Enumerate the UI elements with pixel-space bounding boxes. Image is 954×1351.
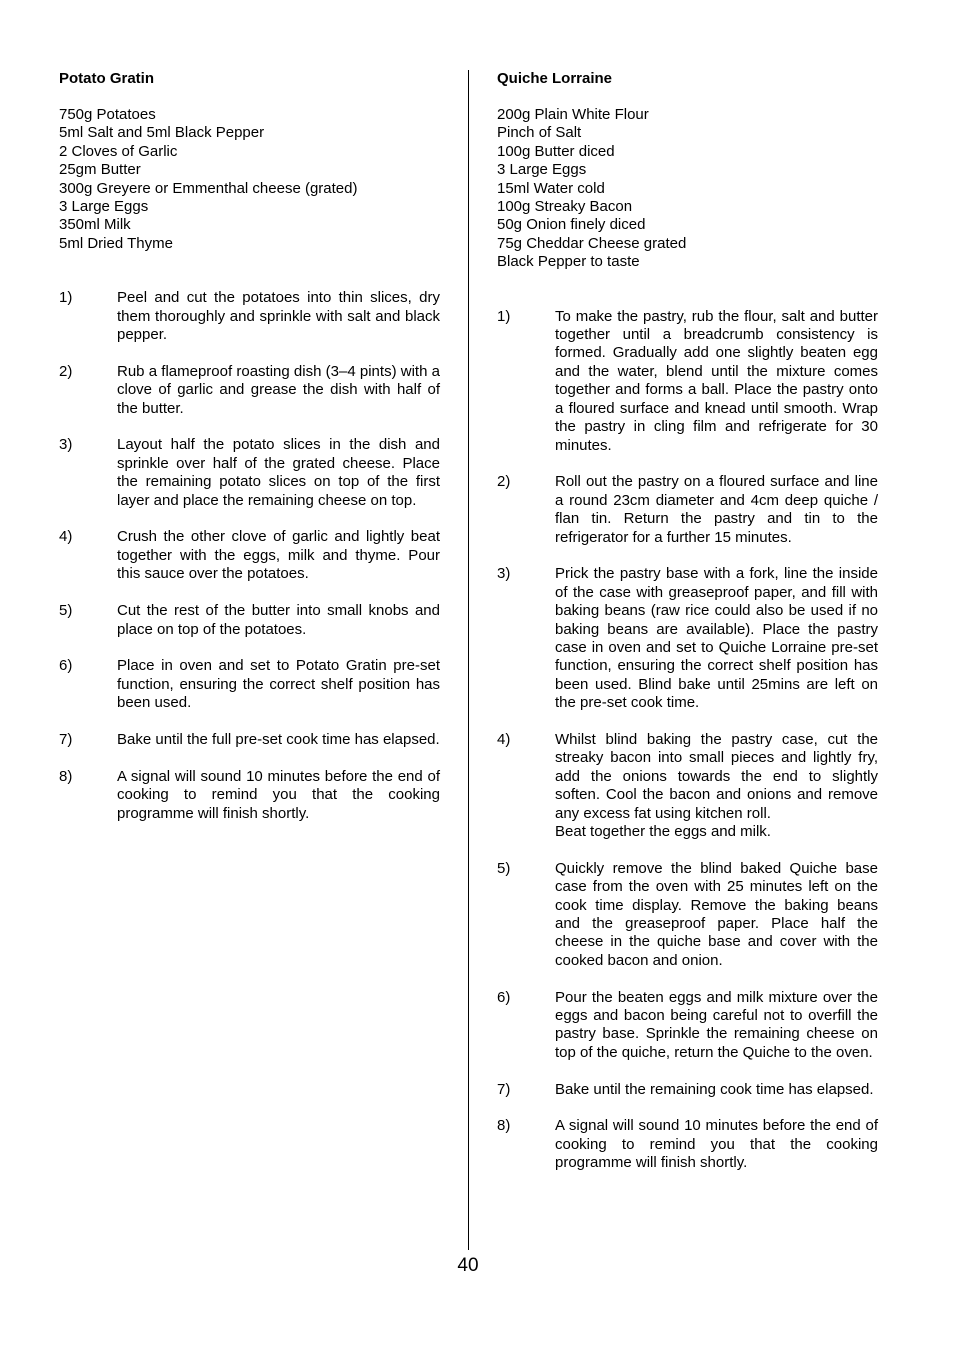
step-text: Prick the pastry base with a fork, line the inside of the case with greaseproof paper, and fill with baking beans (raw rice could also be used if no baking beans are available). Place the pastry case in oven and set to Quiche Lorraine pre-set function, ensuring the correct shelf position has been used. Blind bake until 25mins are left on the pre-set cook time. [555, 565, 878, 712]
step-number: 3) [59, 436, 73, 454]
step-text: Rub a flameproof roasting dish (3–4 pints) with a clove of garlic and grease the dish with half of the butter. [117, 362, 440, 417]
step-number: 7) [497, 1080, 511, 1098]
step-number: 4) [59, 528, 73, 546]
ingredient-list [59, 106, 440, 253]
method-step [59, 657, 440, 712]
step-text: Crush the other clove of garlic and lightly beat together with the eggs, milk and thyme. Pour this sauce over the potatoes. [117, 528, 440, 583]
step-number: 5) [497, 859, 511, 877]
method-step [59, 436, 440, 510]
ingredient-item: 50g Onion finely diced [497, 216, 646, 234]
step-text-paragraph: Whilst blind baking the pastry case, cut the streaky bacon into small pieces and lightly fry, add the onions towards the end to slightly soften. Cool the bacon and onions and remove any excess fat using kitchen roll. [555, 730, 878, 822]
method-step [497, 565, 878, 712]
method-step [59, 731, 440, 749]
ingredient-item: Pinch of Salt [497, 124, 582, 142]
step-text: Roll out the pastry on a floured surface and line a round 23cm diameter and 4cm deep quiche / flan tin. Return the pastry and tin to the refrigerator for a further 15 minutes. [555, 473, 878, 546]
method-steps [59, 289, 440, 823]
ingredient-item: 350ml Milk [59, 216, 131, 234]
method-step [497, 731, 878, 841]
ingredient-list [497, 106, 878, 272]
step-text: Bake until the full pre-set cook time has elapsed. [117, 730, 440, 748]
step-number: 6) [497, 988, 511, 1006]
ingredient-item: 5ml Dried Thyme [59, 234, 173, 252]
step-number: 2) [497, 473, 511, 491]
step-number: 6) [59, 657, 73, 675]
page-number: 40 [457, 1255, 479, 1276]
step-text: Cut the rest of the butter into small knobs and place on top of the potatoes. [117, 602, 440, 638]
ingredient-item: 3 Large Eggs [59, 198, 149, 216]
step-number: 3) [497, 565, 511, 583]
method-step [497, 1117, 878, 1172]
step-text-paragraph: Beat together the eggs and milk. [555, 822, 771, 840]
ingredient-item: 200g Plain White Flour [497, 106, 649, 123]
step-text: Pour the beaten eggs and milk mixture over the eggs and bacon being careful not to overfill the pastry base. Sprinkle the remaining cheese on top of the quiche, return the Quiche to the oven. [555, 988, 878, 1061]
column-divider [468, 70, 469, 1250]
recipe-title: Quiche Lorraine [497, 70, 613, 87]
step-number: 8) [497, 1117, 511, 1135]
recipe-title: Potato Gratin [59, 70, 155, 87]
quiche-lorraine-column [497, 68, 878, 1191]
method-step [497, 989, 878, 1063]
step-number: 4) [497, 730, 511, 748]
ingredient-item: Black Pepper to taste [497, 253, 640, 271]
step-number: 1) [497, 307, 511, 325]
step-text: A signal will sound 10 minutes before the end of cooking to remind you that the cooking programme will finish shortly. [555, 1117, 878, 1172]
step-text: Quickly remove the blind baked Quiche base case from the oven with 25 minutes left on the cook time display. Remove the baking beans and the greaseproof paper. Place half the cheese in the quiche base and cover with the cooked bacon and onion. [555, 859, 878, 969]
method-step [497, 308, 878, 455]
step-text: To make the pastry, rub the flour, salt and butter together until a breadcrumb consistency is formed. Gradually add one slightly beaten egg and the water, blend until the mixture comes together and forms a ball. Place the pastry onto a floured surface and knead until smooth. Wrap the pastry in cling film and refrigerate for 30 minutes. [555, 307, 878, 454]
ingredient-item: 750g Potatoes [59, 106, 156, 123]
step-text: Place in oven and set to Potato Gratin pre-set function, ensuring the correct shelf position has been used. [117, 657, 440, 712]
step-text: Bake until the remaining cook time has elapsed. [555, 1080, 874, 1098]
step-number: 2) [59, 362, 73, 380]
step-number: 8) [59, 767, 73, 785]
step-number: 5) [59, 602, 73, 620]
step-number: 7) [59, 730, 73, 748]
method-step [59, 289, 440, 344]
method-step [497, 860, 878, 970]
method-step [59, 602, 440, 639]
ingredient-item: 100g Streaky Bacon [497, 198, 633, 216]
method-steps [497, 308, 878, 1173]
ingredient-item: 300g Greyere or Emmenthal cheese (grated) [59, 179, 358, 197]
method-step [497, 473, 878, 547]
ingredient-item: 5ml Salt and 5ml Black Pepper [59, 124, 265, 142]
potato-gratin-column [59, 68, 440, 841]
method-step [59, 528, 440, 583]
step-number: 1) [59, 289, 73, 307]
method-step [497, 1081, 878, 1099]
ingredient-item: 100g Butter diced [497, 142, 615, 160]
ingredient-item: 25gm Butter [59, 161, 141, 179]
step-text [555, 731, 878, 841]
step-text: Peel and cut the potatoes into thin slices, dry them thoroughly and sprinkle with salt and black pepper. [117, 289, 440, 344]
step-text: Layout half the potato slices in the dish and sprinkle over half of the grated cheese. Place the remaining potato slices on top of the first layer and place the remaining cheese on top. [117, 436, 440, 509]
step-text: A signal will sound 10 minutes before the end of cooking to remind you that the cooking programme will finish shortly. [117, 767, 440, 822]
ingredient-item: 2 Cloves of Garlic [59, 142, 178, 160]
ingredient-item: 75g Cheddar Cheese grated [497, 234, 687, 252]
method-step [59, 363, 440, 418]
method-step [59, 768, 440, 823]
ingredient-item: 3 Large Eggs [497, 161, 587, 179]
ingredient-item: 15ml Water cold [497, 179, 605, 197]
